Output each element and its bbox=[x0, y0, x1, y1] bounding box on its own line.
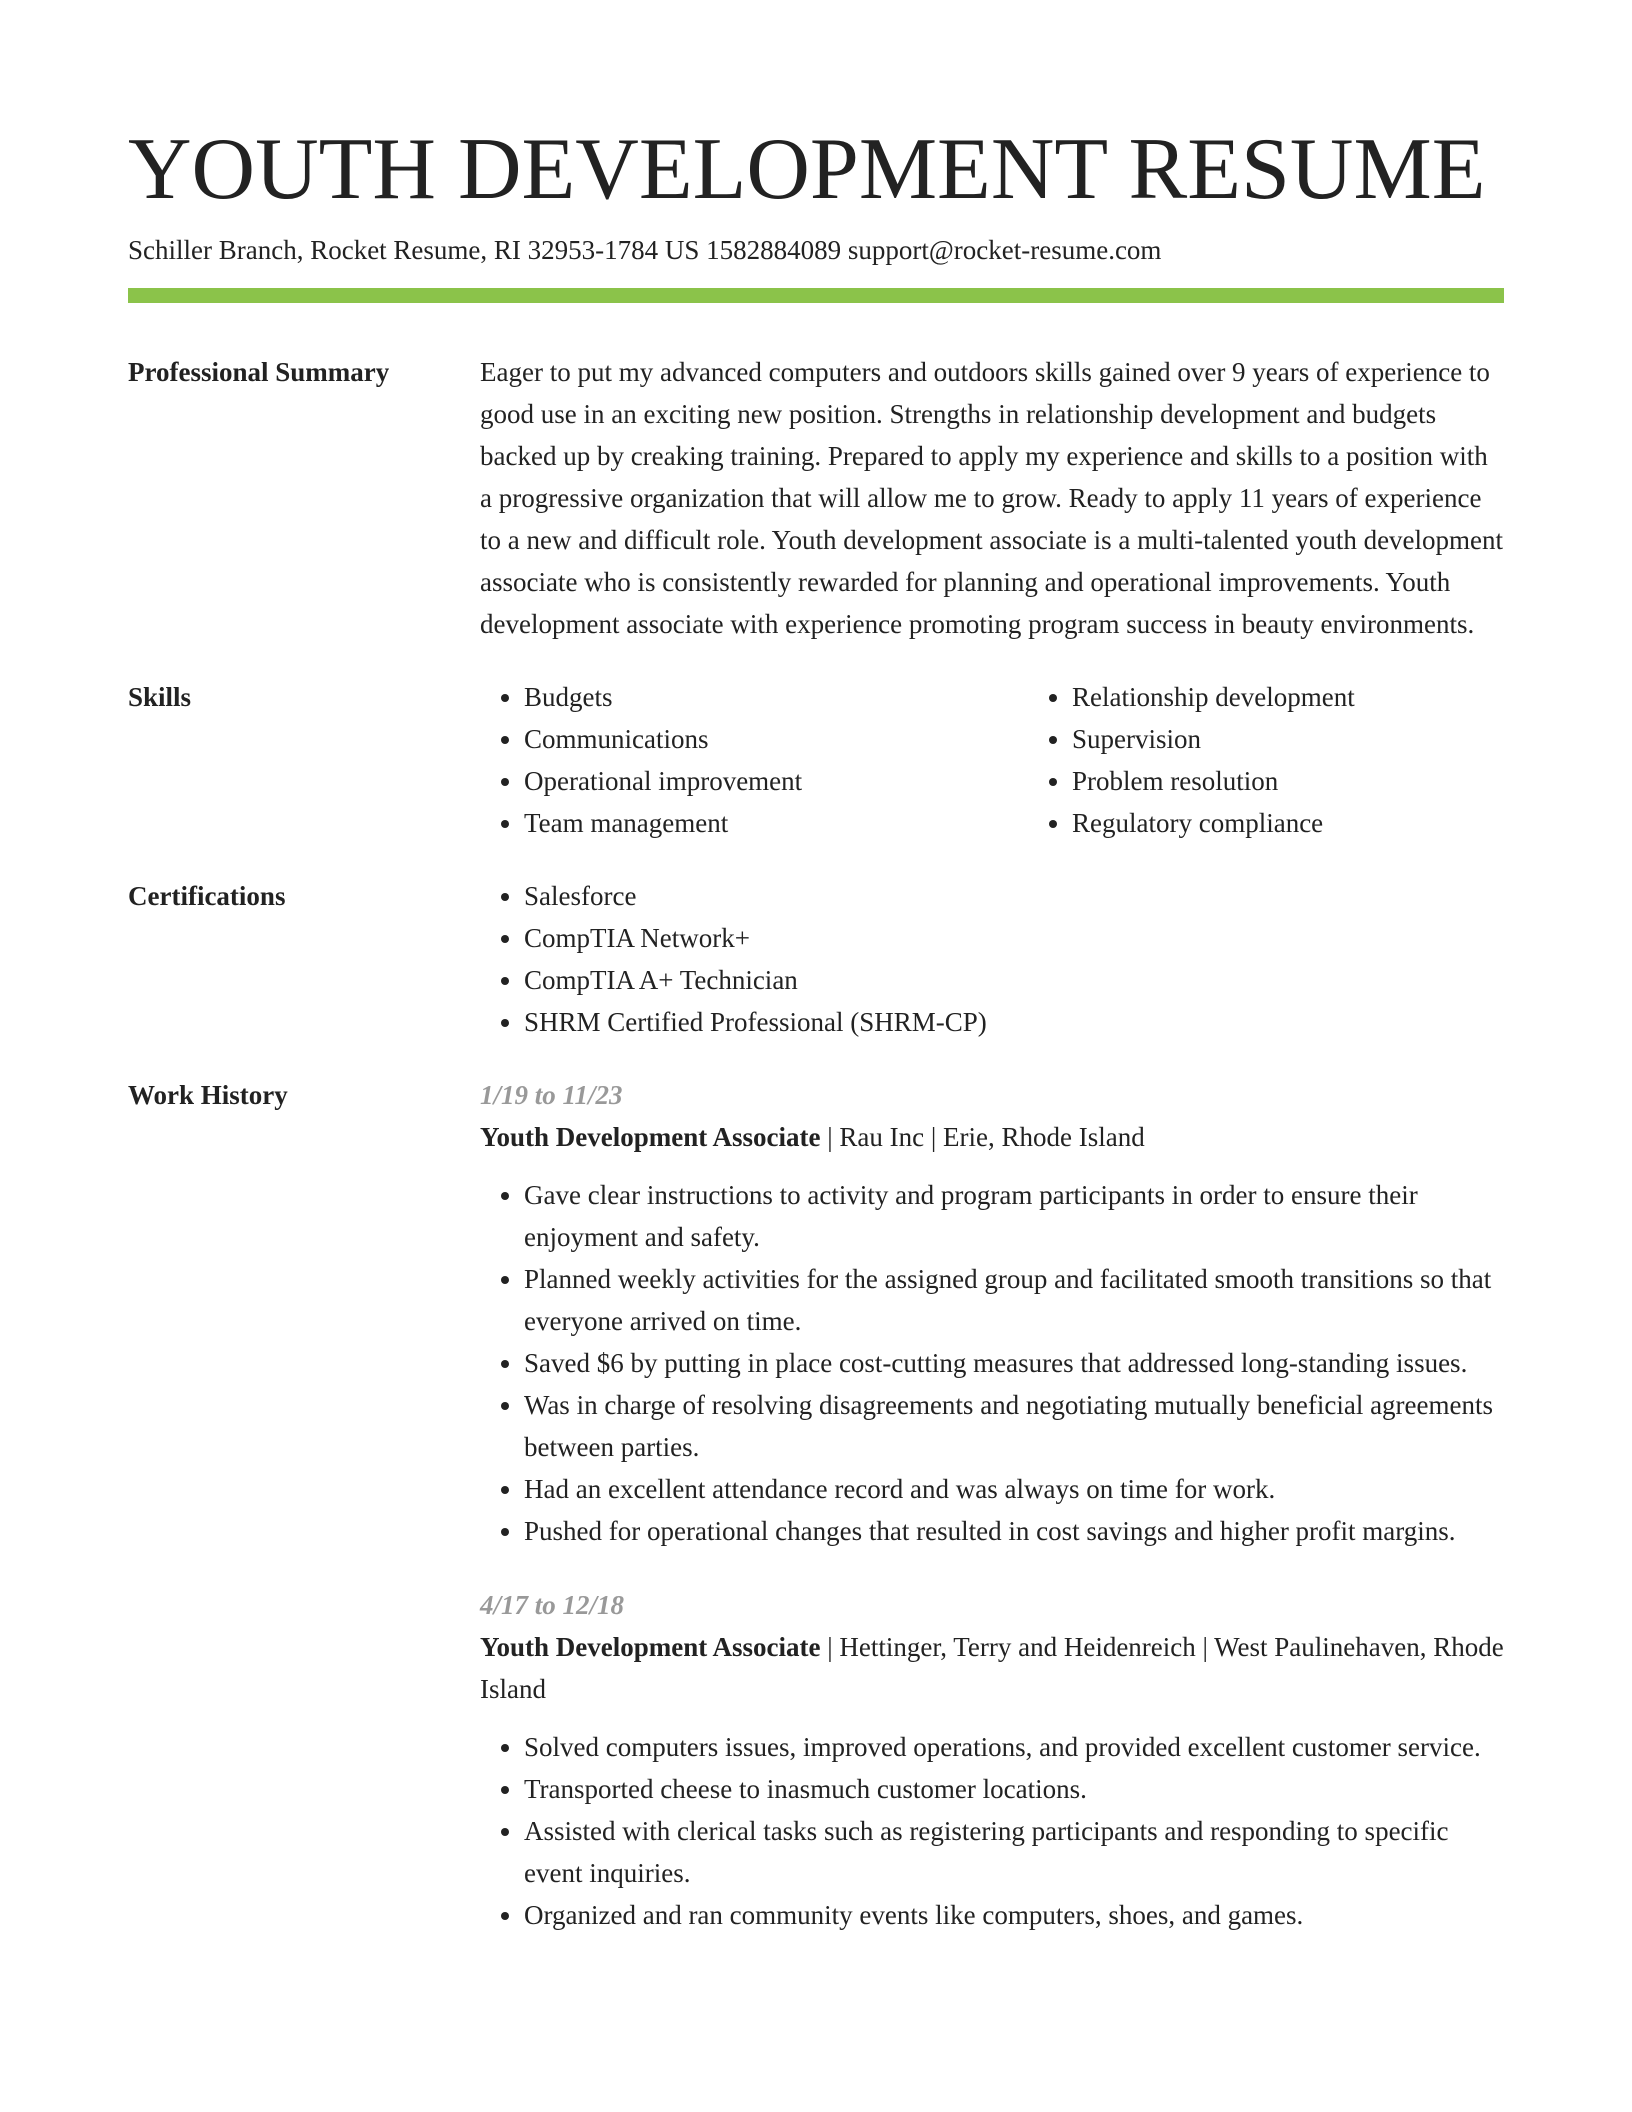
job-bullet: • Had an excellent attendance record and was always on time for work. bbox=[524, 1468, 1504, 1510]
skill-item: • Communications bbox=[524, 718, 1028, 760]
resume-title: YOUTH DEVELOPMENT RESUME bbox=[128, 121, 1486, 218]
job-details: | Hettinger, Terry and Heidenreich | West Paulinehaven, Rhode Island bbox=[480, 1632, 1504, 1704]
skill-item: • Team management bbox=[524, 802, 1028, 844]
job-bullets bbox=[480, 1726, 1504, 1936]
work-history-label: Work History bbox=[128, 1080, 288, 1110]
skill-item: • Relationship development bbox=[1072, 676, 1576, 718]
skill-item: • Supervision bbox=[1072, 718, 1576, 760]
job-bullets bbox=[480, 1174, 1504, 1552]
job-title: Youth Development Associate bbox=[480, 1122, 821, 1152]
resume-page bbox=[128, 120, 1504, 1968]
job-bullet: • Planned weekly activities for the assigned group and facilitated smooth transitions so that everyone arrived on time. bbox=[524, 1258, 1504, 1342]
certifications-section bbox=[128, 875, 1504, 1043]
job-bullet: • Transported cheese to inasmuch customer locations. bbox=[524, 1768, 1504, 1810]
skill-item: • Problem resolution bbox=[1072, 760, 1576, 802]
summary-body bbox=[480, 351, 1504, 645]
contact-line: Schiller Branch, Rocket Resume, RI 32953-1784 US 1582884089 support@rocket-resume.com bbox=[128, 235, 1162, 265]
skills-list-left bbox=[480, 676, 1028, 844]
job-bullet: • Saved $6 by putting in place cost-cutting measures that addressed long-standing issues. bbox=[524, 1342, 1504, 1384]
summary-label: Professional Summary bbox=[128, 357, 390, 387]
job-bullet: • Was in charge of resolving disagreements and negotiating mutually beneficial agreements between parties. bbox=[524, 1384, 1504, 1468]
summary-section bbox=[128, 351, 1504, 645]
skills-list-right bbox=[1028, 676, 1576, 844]
job-bullet: • Solved computers issues, improved operations, and provided excellent customer service. bbox=[524, 1726, 1504, 1768]
skills-section bbox=[128, 676, 1504, 844]
work-history-body bbox=[480, 1074, 1504, 1968]
job-bullet: • Assisted with clerical tasks such as registering participants and responding to specific event inquiries. bbox=[524, 1810, 1504, 1894]
skill-item: • Regulatory compliance bbox=[1072, 802, 1576, 844]
job-bullet: • Pushed for operational changes that resulted in cost savings and higher profit margins. bbox=[524, 1510, 1504, 1552]
work-history-section bbox=[128, 1074, 1504, 1968]
certifications-body bbox=[480, 875, 1504, 1043]
skills-body bbox=[480, 676, 1504, 844]
job-dates: 4/17 to 12/18 bbox=[480, 1590, 625, 1620]
accent-divider bbox=[128, 288, 1504, 303]
skills-label: Skills bbox=[128, 682, 192, 712]
certification-item: • Salesforce bbox=[524, 875, 1504, 917]
certification-item: • CompTIA A+ Technician bbox=[524, 959, 1504, 1001]
certification-item: • CompTIA Network+ bbox=[524, 917, 1504, 959]
summary-text: Eager to put my advanced computers and outdoors skills gained over 9 years of experience to good use in an exciting new position. Strengths in relationship development and budgets backed up by creaking training. Prepared to apply my experience and skills to a position with a progressive organization that will allow me to grow. Ready to apply 11 years of experience to a new and difficult role. Youth development associate is a multi-talented youth development associate who is consistently rewarded for planning and operational improvements. Youth development associate with experience promoting program success in beauty environments. bbox=[480, 357, 1504, 639]
job-dates: 1/19 to 11/23 bbox=[480, 1080, 623, 1110]
job-heading bbox=[480, 1116, 1504, 1158]
certifications-list bbox=[480, 875, 1504, 1043]
job-heading bbox=[480, 1626, 1504, 1710]
job-bullet: • Gave clear instructions to activity and program participants in order to ensure their enjoyment and safety. bbox=[524, 1174, 1504, 1258]
job-entry bbox=[480, 1584, 1504, 1936]
certifications-label: Certifications bbox=[128, 881, 286, 911]
certification-item: • SHRM Certified Professional (SHRM-CP) bbox=[524, 1001, 1504, 1043]
job-entry bbox=[480, 1074, 1504, 1552]
skill-item: • Budgets bbox=[524, 676, 1028, 718]
skill-item: • Operational improvement bbox=[524, 760, 1028, 802]
job-bullet: • Organized and ran community events like computers, shoes, and games. bbox=[524, 1894, 1504, 1936]
job-title: Youth Development Associate bbox=[480, 1632, 821, 1662]
job-details: | Rau Inc | Erie, Rhode Island bbox=[820, 1122, 1145, 1152]
